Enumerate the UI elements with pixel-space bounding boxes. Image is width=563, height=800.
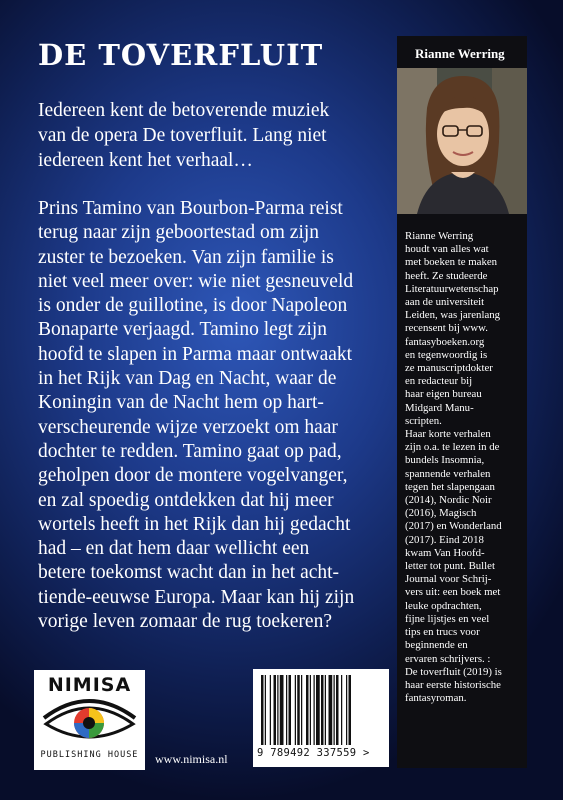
bio-line: (2016), Magisch bbox=[405, 507, 477, 520]
story-line: zuster te bezoeken. Van zijn familie is bbox=[38, 246, 334, 268]
isbn-barcode bbox=[253, 669, 389, 767]
story-line: niet veel meer over: wie niet gesneuveld bbox=[38, 270, 354, 292]
author-portrait-illustration bbox=[397, 68, 527, 214]
bio-line: fantasyroman. bbox=[405, 692, 467, 705]
barcode-bar bbox=[289, 675, 292, 745]
barcode-bar bbox=[277, 675, 278, 745]
barcode-bar bbox=[310, 675, 311, 745]
bio-line: ze manuscriptdokter bbox=[405, 362, 493, 375]
story-line: betere toekomst wacht dan in het acht- bbox=[38, 562, 340, 584]
story-line: verscheurende wijze verzoekt om haar bbox=[38, 416, 338, 438]
barcode-bar bbox=[346, 675, 347, 745]
barcode-bar bbox=[306, 675, 309, 745]
barcode-bar bbox=[329, 675, 333, 745]
bio-line: scripten. bbox=[405, 414, 442, 427]
bio-line: ervaren schrijvers. : bbox=[405, 652, 491, 665]
bio-line: (2017). Eind 2018 bbox=[405, 533, 484, 546]
barcode-bar bbox=[341, 675, 342, 745]
story-line: en zal spoedig ontdekken dat hij meer bbox=[38, 489, 334, 511]
bio-line: tegen het slapengaan bbox=[405, 480, 495, 493]
barcode-bar bbox=[265, 675, 266, 745]
author-name: Rianne Werring bbox=[415, 46, 505, 61]
bio-line: beginnende en bbox=[405, 639, 468, 652]
barcode-bar bbox=[270, 675, 271, 745]
bio-line: (2017) en Wonderland bbox=[405, 520, 502, 533]
story-text bbox=[38, 197, 388, 634]
barcode-bar bbox=[286, 675, 287, 745]
author-sidebar bbox=[397, 36, 527, 768]
intro-text bbox=[38, 98, 378, 173]
bio-line: recensent bij www. bbox=[405, 322, 488, 335]
bio-line: tips en trucs voor bbox=[405, 626, 480, 639]
publisher-logo-tagline: PUBLISHING HOUSE bbox=[40, 750, 139, 760]
bio-line: Midgard Manu- bbox=[405, 401, 474, 414]
story-line: hoofd te slapen in Parma maar ontwaakt bbox=[38, 343, 353, 365]
story-line: had – en dat hem daar wellicht een bbox=[38, 538, 310, 560]
bio-line: De toverfluit (2019) is bbox=[405, 665, 502, 678]
bio-line: aan de universiteit bbox=[405, 296, 485, 309]
barcode-bar bbox=[321, 675, 324, 745]
story-line: Bonaparte verjaagd. Tamino legt zijn bbox=[38, 319, 328, 341]
story-line: in het Rijk van Dag en Nacht, waar de bbox=[38, 368, 337, 390]
barcode-bar bbox=[336, 675, 339, 745]
bio-line: houdt van alles wat bbox=[405, 243, 489, 256]
bio-line: haar eerste historische bbox=[405, 678, 501, 691]
bio-line: vers uit: een boek met bbox=[405, 586, 501, 599]
barcode-bars bbox=[259, 675, 383, 745]
barcode-bar bbox=[325, 675, 326, 745]
intro-line: iedereen kent het verhaal… bbox=[38, 150, 253, 171]
bio-line: haar eigen bureau bbox=[405, 388, 482, 401]
story-line: is onder de guillotine, is door Napoleon bbox=[38, 295, 348, 317]
bio-line: Journal voor Schrij- bbox=[405, 573, 492, 586]
author-bio bbox=[405, 230, 521, 705]
story-line: vorige leven zomaar de rug toekeren? bbox=[38, 611, 332, 633]
bio-line: Haar korte verhalen bbox=[405, 428, 491, 441]
barcode-bar bbox=[301, 675, 302, 745]
bio-line: fantasyboeken.org bbox=[405, 335, 485, 348]
publisher-logo-word: NIMISA bbox=[47, 674, 132, 696]
bio-line: en redacteur bij bbox=[405, 375, 473, 388]
barcode-bar bbox=[314, 675, 315, 745]
barcode-bar bbox=[261, 675, 264, 745]
bio-line: heeft. Ze studeerde bbox=[405, 269, 488, 282]
story-line: tiende-eeuwse Europa. Maar kan hij zijn bbox=[38, 586, 355, 608]
barcode-bar bbox=[316, 675, 320, 745]
eye-logo-icon bbox=[42, 698, 137, 748]
isbn-number: 9 789492 337559 > bbox=[257, 747, 370, 759]
story-line: geholpen door de montere vogelvanger, bbox=[38, 465, 348, 487]
bio-line: kwam Van Hoofd- bbox=[405, 546, 485, 559]
book-title: DE TOVERFLUIT bbox=[38, 38, 324, 72]
bio-line: Literatuurwetenschap bbox=[405, 282, 499, 295]
barcode-bar bbox=[349, 675, 352, 745]
bio-line: Leiden, was jarenlang bbox=[405, 309, 501, 322]
intro-line: van de opera De toverfluit. Lang niet bbox=[38, 125, 327, 146]
bio-line: (2014), Nordic Noir bbox=[405, 494, 492, 507]
story-line: dochter te redden. Tamino gaat op pad, bbox=[38, 440, 342, 462]
barcode-bar bbox=[334, 675, 335, 745]
bio-line: Rianne Werring bbox=[405, 230, 474, 242]
bio-line: leuke opdrachten, bbox=[405, 599, 482, 612]
bio-line: fijne lijstjes en veel bbox=[405, 612, 490, 625]
barcode-bar bbox=[274, 675, 277, 745]
publisher-website: www.nimisa.nl bbox=[155, 752, 228, 766]
barcode-bar bbox=[280, 675, 284, 745]
story-line: wortels heeft in het Rijk dan hij gedacht bbox=[38, 513, 351, 535]
bio-line: letter tot punt. Bullet bbox=[405, 560, 495, 573]
bio-line: spannende verhalen bbox=[405, 467, 491, 480]
bio-line: zijn o.a. te lezen in de bbox=[405, 441, 500, 454]
story-line: Koningin van de Nacht hem op hart- bbox=[38, 392, 324, 414]
publisher-logo bbox=[34, 670, 145, 770]
barcode-bar bbox=[295, 675, 296, 745]
bio-line: met boeken te maken bbox=[405, 256, 498, 269]
bio-line: bundels Insomnia, bbox=[405, 454, 485, 467]
story-line: Prins Tamino van Bourbon-Parma reist bbox=[38, 198, 343, 219]
author-photo bbox=[397, 68, 527, 214]
intro-line: Iedereen kent de betoverende muziek bbox=[38, 100, 330, 121]
barcode-bar bbox=[297, 675, 300, 745]
bio-line: en tegenwoordig is bbox=[405, 348, 488, 361]
story-line: terug naar zijn geboortestad om zijn bbox=[38, 222, 320, 244]
